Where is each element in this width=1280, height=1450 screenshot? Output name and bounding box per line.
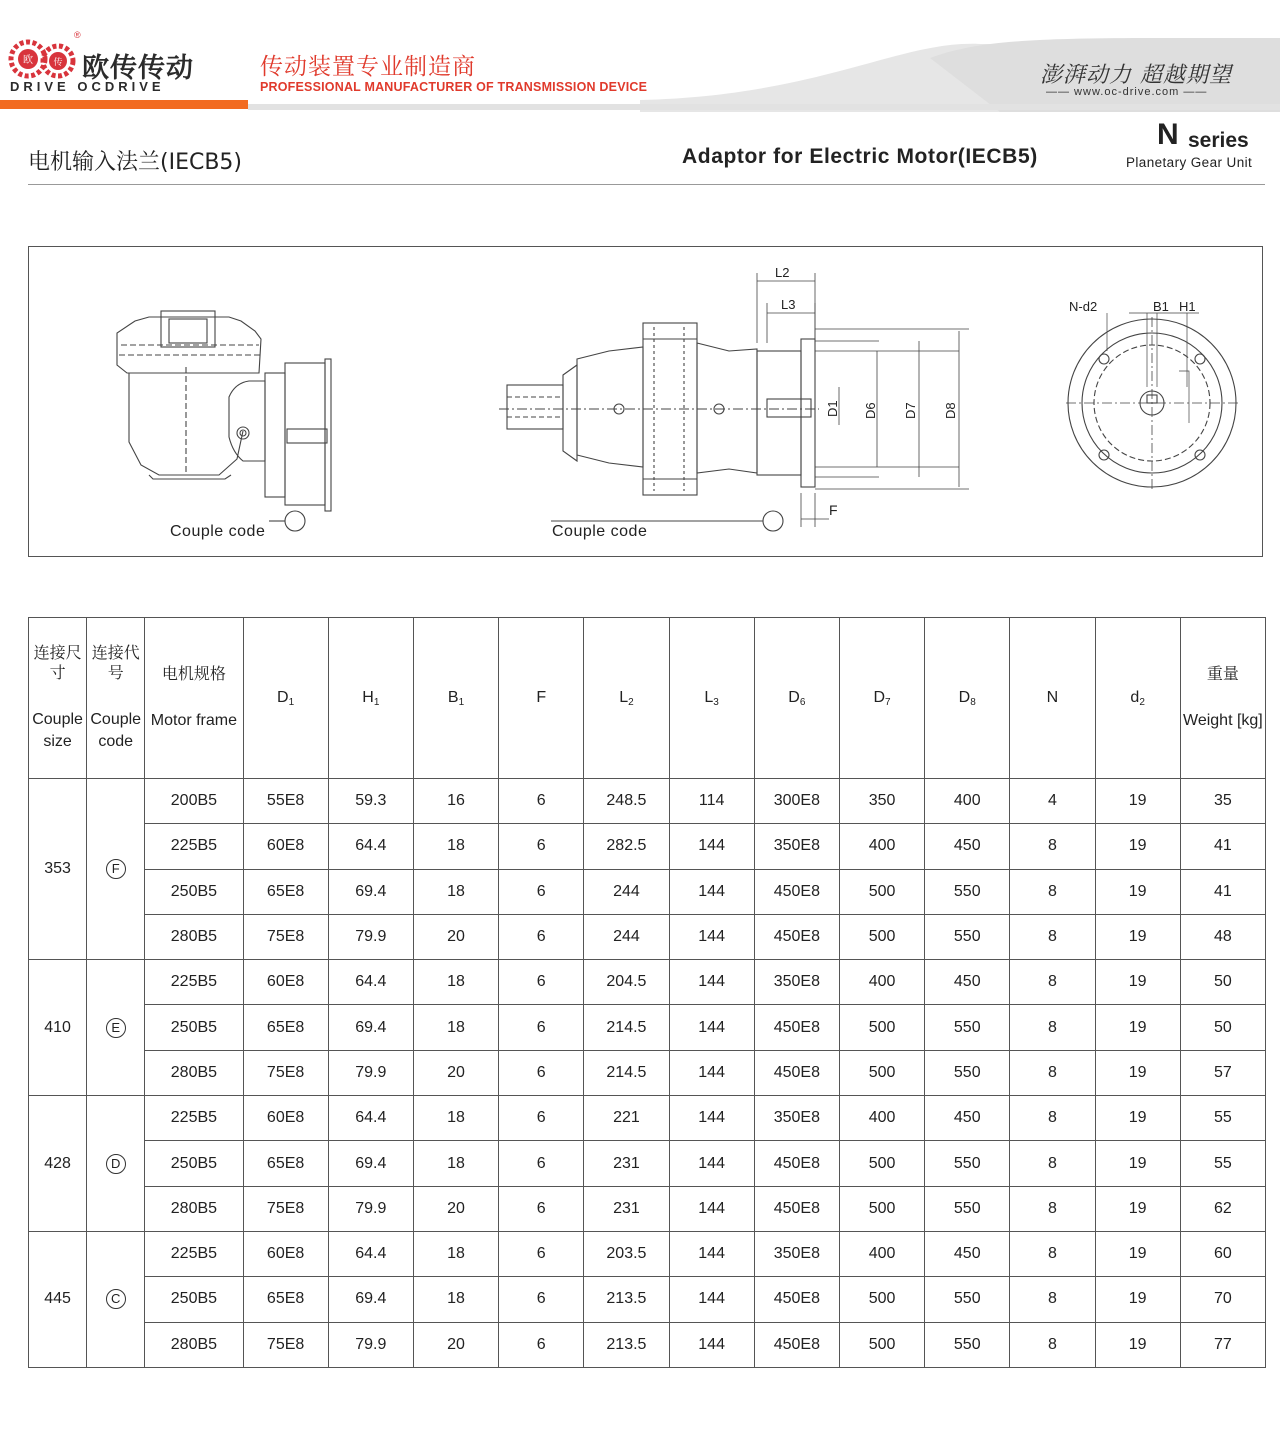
table-cell: 16 (413, 779, 498, 824)
table-cell: 8 (1010, 869, 1095, 914)
table-cell: 225B5 (145, 960, 243, 1005)
table-cell: 550 (925, 1050, 1010, 1095)
technical-drawing (28, 246, 1263, 557)
col-d2: $d_2$ (1095, 618, 1180, 779)
table-cell: 79.9 (328, 1186, 413, 1231)
dim-label-l3: L3 (781, 297, 796, 312)
table-cell: 400 (839, 1231, 924, 1276)
table-cell: 69.4 (328, 869, 413, 914)
table-cell: 6 (499, 1096, 584, 1141)
table-cell: 50 (1180, 960, 1265, 1005)
flange-end-view-figure (1066, 313, 1238, 489)
table-cell: 18 (413, 1141, 498, 1186)
table-cell: 450 (925, 1096, 1010, 1141)
table-cell: 41 (1180, 869, 1265, 914)
table-cell: 144 (669, 1322, 754, 1367)
col-d6: $D_6$ (754, 618, 839, 779)
dim-label-d6: D6 (863, 402, 878, 419)
table-cell: 225B5 (145, 1231, 243, 1276)
table-cell: 48 (1180, 914, 1265, 959)
series-subtitle: Planetary Gear Unit (1126, 155, 1253, 170)
table-cell: 59.3 (328, 779, 413, 824)
table-cell: 4 (1010, 779, 1095, 824)
table-cell: 6 (499, 1141, 584, 1186)
col-h1: $H_1$ (328, 618, 413, 779)
table-cell: 450E8 (754, 1322, 839, 1367)
table-cell: 20 (413, 914, 498, 959)
table-cell: 8 (1010, 960, 1095, 1005)
slogan-en: PROFESSIONAL MANUFACTURER OF TRANSMISSION DEVICE (260, 80, 648, 94)
table-cell: 450E8 (754, 869, 839, 914)
table-cell: 19 (1095, 1231, 1180, 1276)
table-cell: 500 (839, 1322, 924, 1367)
table-cell: 19 (1095, 1322, 1180, 1367)
table-cell: 8 (1010, 1186, 1095, 1231)
table-cell: 6 (499, 869, 584, 914)
table-cell: 6 (499, 779, 584, 824)
table-row (29, 1277, 1266, 1322)
logo-gears-icon (8, 38, 78, 84)
table-cell: 204.5 (584, 960, 669, 1005)
table-row (29, 960, 1266, 1005)
table-cell: 19 (1095, 1005, 1180, 1050)
table-cell: 35 (1180, 779, 1265, 824)
table-cell: 400 (839, 1096, 924, 1141)
table-cell: 350 (839, 779, 924, 824)
table-cell: 19 (1095, 1096, 1180, 1141)
table-cell: 8 (1010, 1005, 1095, 1050)
table-cell: 250B5 (145, 1141, 243, 1186)
col-l3: $L_3$ (669, 618, 754, 779)
slogan-cn: 传动装置专业制造商 (260, 54, 476, 80)
table-cell: 6 (499, 1322, 584, 1367)
table-cell: 400 (925, 779, 1010, 824)
couple-size-cell: 353 (29, 779, 87, 960)
table-cell: 350E8 (754, 960, 839, 1005)
table-cell: 450E8 (754, 1141, 839, 1186)
table-cell: 8 (1010, 1050, 1095, 1095)
couple-code-label-mid: Couple code (552, 523, 648, 540)
table-cell: 350E8 (754, 1231, 839, 1276)
spec-table (28, 617, 1266, 1368)
table-cell: 8 (1010, 1322, 1095, 1367)
table-cell: 144 (669, 1231, 754, 1276)
motto: 澎湃动力 超越期望 (1040, 63, 1232, 88)
table-cell: 450E8 (754, 1050, 839, 1095)
table-row (29, 1096, 1266, 1141)
table-cell: 20 (413, 1050, 498, 1095)
table-row (29, 1322, 1266, 1367)
table-cell: 114 (669, 779, 754, 824)
logo-char-2: 传 (53, 58, 63, 68)
table-cell: 8 (1010, 1231, 1095, 1276)
table-cell: 500 (839, 1050, 924, 1095)
table-row (29, 1186, 1266, 1231)
table-cell: 550 (925, 1186, 1010, 1231)
right-angle-gearbox-figure (117, 311, 331, 531)
dim-label-b1: B1 (1153, 299, 1169, 314)
table-cell: 41 (1180, 824, 1265, 869)
table-cell: 79.9 (328, 914, 413, 959)
couple-code-badge: F (106, 859, 126, 879)
page-header (0, 0, 1280, 112)
table-cell: 65E8 (243, 1277, 328, 1322)
table-cell: 550 (925, 1005, 1010, 1050)
table-cell: 60E8 (243, 960, 328, 1005)
brand-name-en: DRIVE OCDRIVE (10, 79, 165, 94)
table-header-row (29, 618, 1266, 779)
couple-code-cell (87, 1096, 145, 1232)
table-cell: 6 (499, 1050, 584, 1095)
table-cell: 65E8 (243, 869, 328, 914)
logo-char-1: 欧 (23, 55, 33, 66)
table-cell: 60E8 (243, 1231, 328, 1276)
table-cell: 65E8 (243, 1005, 328, 1050)
table-cell: 60E8 (243, 1096, 328, 1141)
table-cell: 64.4 (328, 960, 413, 1005)
dim-label-d8: D8 (943, 402, 958, 419)
table-cell: 280B5 (145, 914, 243, 959)
table-cell: 19 (1095, 1277, 1180, 1322)
table-cell: 400 (839, 824, 924, 869)
table-cell: 280B5 (145, 1186, 243, 1231)
table-cell: 144 (669, 1005, 754, 1050)
table-cell: 75E8 (243, 914, 328, 959)
table-cell: 450E8 (754, 1277, 839, 1322)
col-couple-code: 连接代号 Couple code (87, 618, 145, 779)
table-cell: 8 (1010, 914, 1095, 959)
table-cell: 64.4 (328, 824, 413, 869)
table-cell: 450E8 (754, 914, 839, 959)
table-cell: 62 (1180, 1186, 1265, 1231)
table-cell: 144 (669, 914, 754, 959)
table-cell: 6 (499, 1005, 584, 1050)
table-cell: 144 (669, 1050, 754, 1095)
col-d1: $D_1$ (243, 618, 328, 779)
table-cell: 500 (839, 1005, 924, 1050)
inline-gearbox-figure (499, 273, 969, 531)
table-cell: 79.9 (328, 1322, 413, 1367)
couple-code-label-left: Couple code (170, 523, 266, 540)
table-cell: 19 (1095, 1141, 1180, 1186)
table-cell: 144 (669, 960, 754, 1005)
table-cell: 55 (1180, 1096, 1265, 1141)
table-cell: 550 (925, 914, 1010, 959)
title-divider (28, 184, 1265, 185)
table-cell: 250B5 (145, 1277, 243, 1322)
table-cell: 144 (669, 1186, 754, 1231)
table-cell: 550 (925, 1277, 1010, 1322)
col-d7: $D_7$ (839, 618, 924, 779)
col-l2: $L_2$ (584, 618, 669, 779)
table-cell: 8 (1010, 1096, 1095, 1141)
table-cell: 221 (584, 1096, 669, 1141)
col-n: N (1010, 618, 1095, 779)
table-cell: 244 (584, 869, 669, 914)
table-cell: 280B5 (145, 1050, 243, 1095)
table-cell: 550 (925, 869, 1010, 914)
brand-name-cn: 欧传传动 (82, 53, 194, 84)
col-weight: 重量 Weight [kg] (1180, 618, 1265, 779)
table-cell: 19 (1095, 1186, 1180, 1231)
table-cell: 8 (1010, 1277, 1095, 1322)
table-cell: 69.4 (328, 1141, 413, 1186)
table-cell: 500 (839, 1141, 924, 1186)
table-cell: 144 (669, 1096, 754, 1141)
dim-label-h1: H1 (1179, 299, 1196, 314)
table-cell: 6 (499, 1277, 584, 1322)
col-f: F (499, 618, 584, 779)
table-cell: 64.4 (328, 1096, 413, 1141)
dim-label-l2: L2 (775, 265, 790, 280)
table-cell: 60 (1180, 1231, 1265, 1276)
table-cell: 144 (669, 1141, 754, 1186)
table-row (29, 824, 1266, 869)
couple-size-cell: 410 (29, 960, 87, 1096)
table-cell: 6 (499, 824, 584, 869)
table-cell: 400 (839, 960, 924, 1005)
drawing-canvas (29, 247, 1264, 558)
table-cell: 6 (499, 914, 584, 959)
table-cell: 75E8 (243, 1322, 328, 1367)
table-cell: 450 (925, 1231, 1010, 1276)
table-cell: 350E8 (754, 824, 839, 869)
table-cell: 213.5 (584, 1277, 669, 1322)
table-cell: 213.5 (584, 1322, 669, 1367)
table-cell: 19 (1095, 779, 1180, 824)
page-title-en: Adaptor for Electric Motor(IECB5) (682, 145, 1038, 168)
table-cell: 70 (1180, 1277, 1265, 1322)
table-cell: 18 (413, 1096, 498, 1141)
table-cell: 450E8 (754, 1005, 839, 1050)
couple-code-badge: C (106, 1289, 126, 1309)
table-cell: 6 (499, 1231, 584, 1276)
table-cell: 280B5 (145, 1322, 243, 1367)
table-cell: 450 (925, 960, 1010, 1005)
table-cell: 244 (584, 914, 669, 959)
table-cell: 19 (1095, 869, 1180, 914)
table-cell: 18 (413, 1277, 498, 1322)
table-cell: 200B5 (145, 779, 243, 824)
table-cell: 60E8 (243, 824, 328, 869)
table-cell: 144 (669, 1277, 754, 1322)
table-cell: 75E8 (243, 1186, 328, 1231)
table-cell: 282.5 (584, 824, 669, 869)
table-cell: 69.4 (328, 1005, 413, 1050)
table-cell: 69.4 (328, 1277, 413, 1322)
dim-label-d7: D7 (903, 402, 918, 419)
table-cell: 500 (839, 1277, 924, 1322)
table-cell: 6 (499, 1186, 584, 1231)
table-cell: 250B5 (145, 869, 243, 914)
table-cell: 450E8 (754, 1186, 839, 1231)
couple-code-cell (87, 779, 145, 960)
table-cell: 300E8 (754, 779, 839, 824)
table-cell: 550 (925, 1141, 1010, 1186)
table-cell: 18 (413, 869, 498, 914)
table-cell: 500 (839, 1186, 924, 1231)
couple-code-badge: D (106, 1154, 126, 1174)
table-row (29, 914, 1266, 959)
table-cell: 144 (669, 824, 754, 869)
col-d8: $D_8$ (925, 618, 1010, 779)
table-row (29, 779, 1266, 824)
table-cell: 8 (1010, 824, 1095, 869)
table-cell: 19 (1095, 824, 1180, 869)
col-motor-frame: 电机规格 Motor frame (145, 618, 243, 779)
table-cell: 20 (413, 1186, 498, 1231)
table-cell: 55 (1180, 1141, 1265, 1186)
website-link[interactable]: —— www.oc-drive.com —— (1046, 86, 1208, 98)
table-cell: 6 (499, 960, 584, 1005)
dim-label-d1: D1 (825, 400, 840, 417)
col-couple-size: 连接尺寸 Couple size (29, 618, 87, 779)
table-cell: 50 (1180, 1005, 1265, 1050)
table-cell: 250B5 (145, 1005, 243, 1050)
couple-size-cell: 445 (29, 1231, 87, 1367)
table-cell: 203.5 (584, 1231, 669, 1276)
table-cell: 500 (839, 869, 924, 914)
table-body (29, 779, 1266, 1368)
table-cell: 77 (1180, 1322, 1265, 1367)
table-cell: 65E8 (243, 1141, 328, 1186)
table-cell: 79.9 (328, 1050, 413, 1095)
table-row (29, 1050, 1266, 1095)
table-cell: 450 (925, 824, 1010, 869)
table-row (29, 1005, 1266, 1050)
table-cell: 225B5 (145, 824, 243, 869)
dim-label-f: F (829, 502, 838, 518)
table-cell: 19 (1095, 960, 1180, 1005)
table-cell: 231 (584, 1186, 669, 1231)
page-title-cn: 电机输入法兰(IECB5) (28, 150, 243, 175)
table-row (29, 869, 1266, 914)
series-word: series (1188, 129, 1249, 152)
table-cell: 18 (413, 1231, 498, 1276)
table-cell: 248.5 (584, 779, 669, 824)
dim-label-n-d2: N-d2 (1069, 299, 1098, 314)
table-cell: 64.4 (328, 1231, 413, 1276)
series-letter: N (1157, 118, 1179, 151)
table-cell: 214.5 (584, 1050, 669, 1095)
table-cell: 231 (584, 1141, 669, 1186)
couple-code-cell (87, 1231, 145, 1367)
table-row (29, 1141, 1266, 1186)
table-cell: 225B5 (145, 1096, 243, 1141)
table-cell: 18 (413, 824, 498, 869)
table-cell: 19 (1095, 914, 1180, 959)
couple-code-badge: E (106, 1018, 126, 1038)
table-cell: 19 (1095, 1050, 1180, 1095)
table-row (29, 1231, 1266, 1276)
couple-size-cell: 428 (29, 1096, 87, 1232)
table-cell: 57 (1180, 1050, 1265, 1095)
table-cell: 20 (413, 1322, 498, 1367)
table-cell: 18 (413, 1005, 498, 1050)
table-cell: 18 (413, 960, 498, 1005)
table-cell: 144 (669, 869, 754, 914)
table-cell: 8 (1010, 1141, 1095, 1186)
couple-code-cell (87, 960, 145, 1096)
registered-mark: ® (74, 30, 81, 40)
table-cell: 214.5 (584, 1005, 669, 1050)
col-b1: $B_1$ (413, 618, 498, 779)
table-cell: 75E8 (243, 1050, 328, 1095)
table-cell: 550 (925, 1322, 1010, 1367)
table-cell: 350E8 (754, 1096, 839, 1141)
table-cell: 55E8 (243, 779, 328, 824)
table-cell: 500 (839, 914, 924, 959)
